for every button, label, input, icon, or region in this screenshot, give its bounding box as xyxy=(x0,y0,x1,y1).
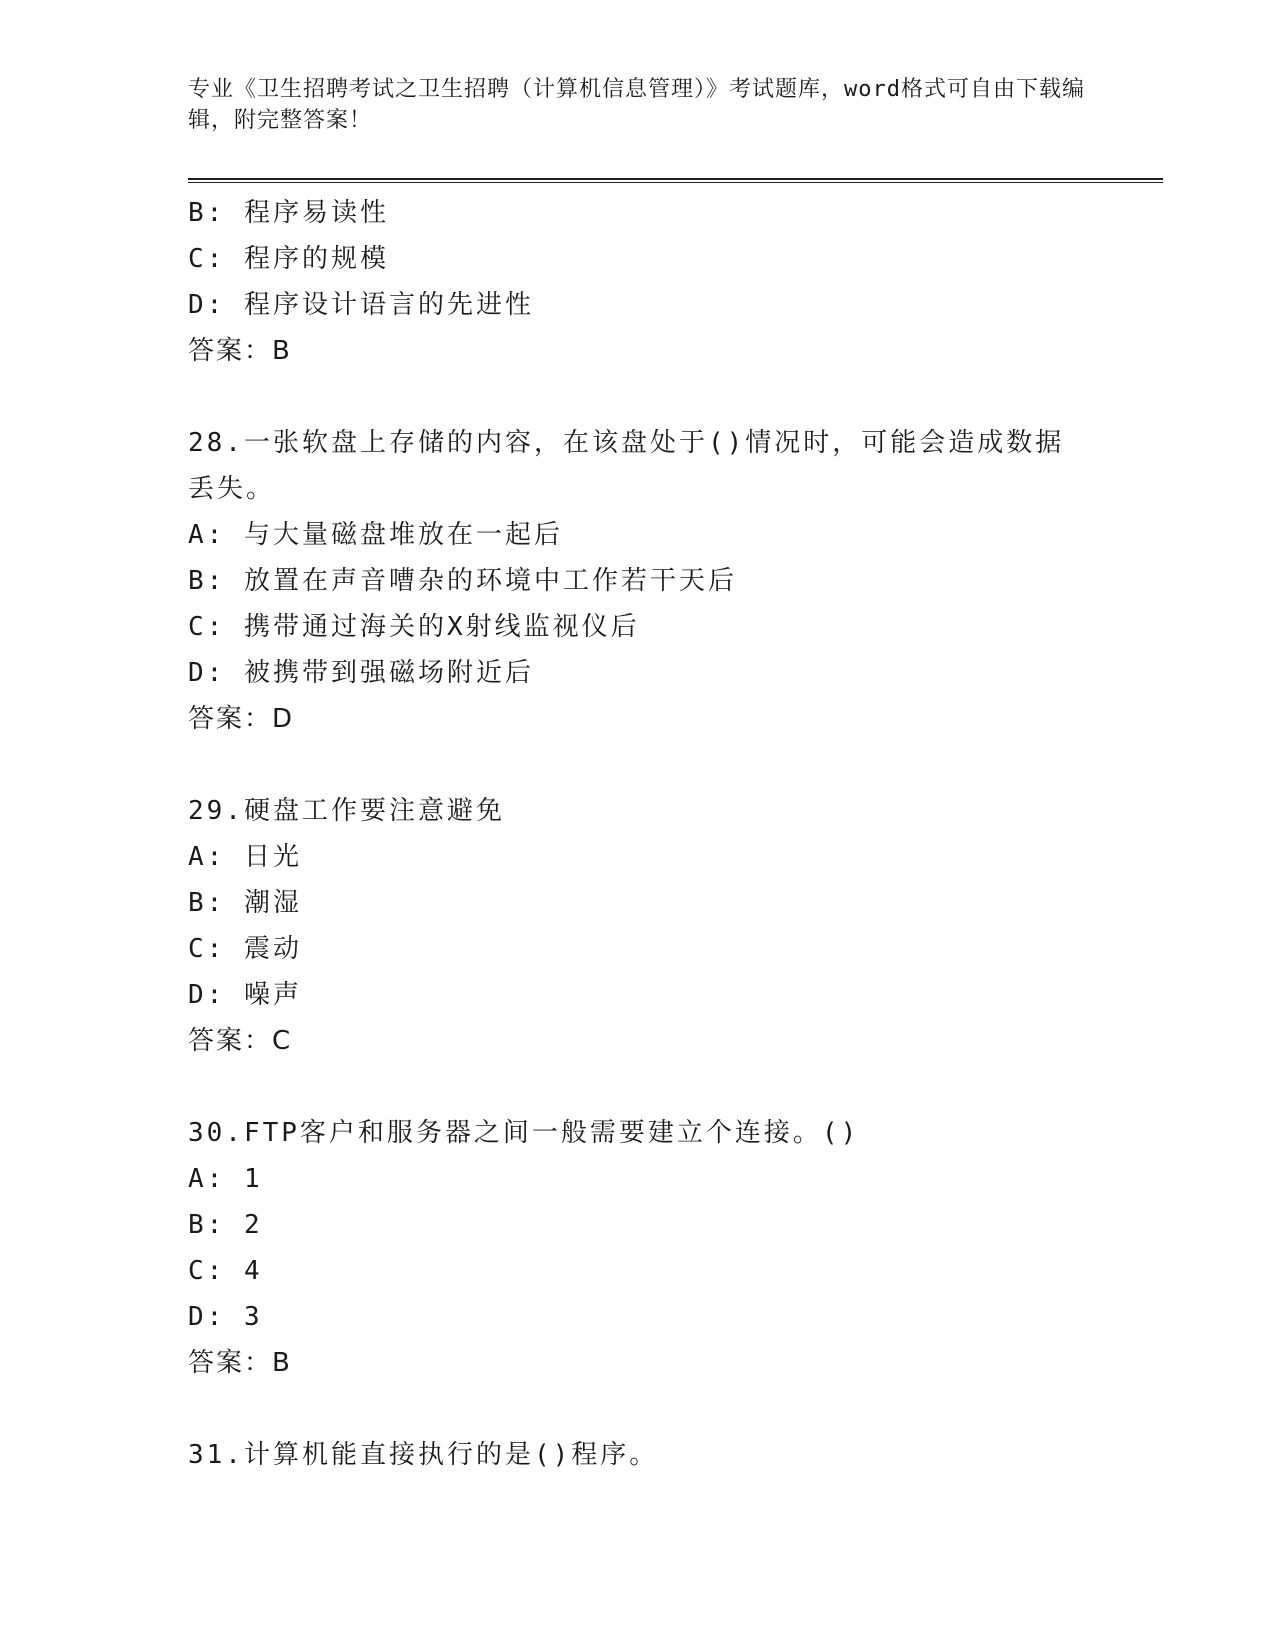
question-stem: 31.计算机能直接执行的是()程序。 xyxy=(188,1440,659,1470)
question-27-continuation xyxy=(188,190,1163,374)
question-28 xyxy=(188,420,1163,742)
answer: 答案：B xyxy=(188,1348,292,1378)
question-stem: 28.一张软盘上存储的内容，在该盘处于()情况时，可能会造成数据丢失。 xyxy=(188,428,1065,504)
question-29 xyxy=(188,788,1163,1064)
option-d: D: 被携带到强磁场附近后 xyxy=(188,658,534,688)
question-30 xyxy=(188,1110,1163,1386)
question-31 xyxy=(188,1432,1163,1478)
header-divider xyxy=(188,178,1163,183)
option-a: A: 1 xyxy=(188,1164,263,1194)
question-stem: 29.硬盘工作要注意避免 xyxy=(188,796,505,826)
option-c: C: 震动 xyxy=(188,934,302,964)
option-d: D: 程序设计语言的先进性 xyxy=(188,290,534,320)
option-c: C: 携带通过海关的X射线监视仪后 xyxy=(188,612,640,642)
option-b: B: 放置在声音嘈杂的环境中工作若干天后 xyxy=(188,566,737,596)
spacer xyxy=(188,742,1163,788)
option-a: A: 与大量磁盘堆放在一起后 xyxy=(188,520,563,550)
answer: 答案：B xyxy=(188,336,292,366)
question-list xyxy=(188,190,1163,1478)
option-b: B: 2 xyxy=(188,1210,263,1240)
option-c: C: 程序的规模 xyxy=(188,244,389,274)
document-header: 专业《卫生招聘考试之卫生招聘（计算机信息管理）》考试题库，word格式可自由下载编辑，附完整答案！ xyxy=(188,77,1085,133)
option-d: D: 噪声 xyxy=(188,980,302,1010)
answer: 答案：D xyxy=(188,704,295,734)
option-b: B: 程序易读性 xyxy=(188,198,389,228)
option-d: D: 3 xyxy=(188,1302,263,1332)
spacer xyxy=(188,374,1163,420)
question-stem: 30.FTP客户和服务器之间一般需要建立个连接。() xyxy=(188,1118,860,1148)
spacer xyxy=(188,1064,1163,1110)
option-a: A: 日光 xyxy=(188,842,302,872)
option-c: C: 4 xyxy=(188,1256,263,1286)
answer: 答案：C xyxy=(188,1026,293,1056)
spacer xyxy=(188,1386,1163,1432)
option-b: B: 潮湿 xyxy=(188,888,302,918)
